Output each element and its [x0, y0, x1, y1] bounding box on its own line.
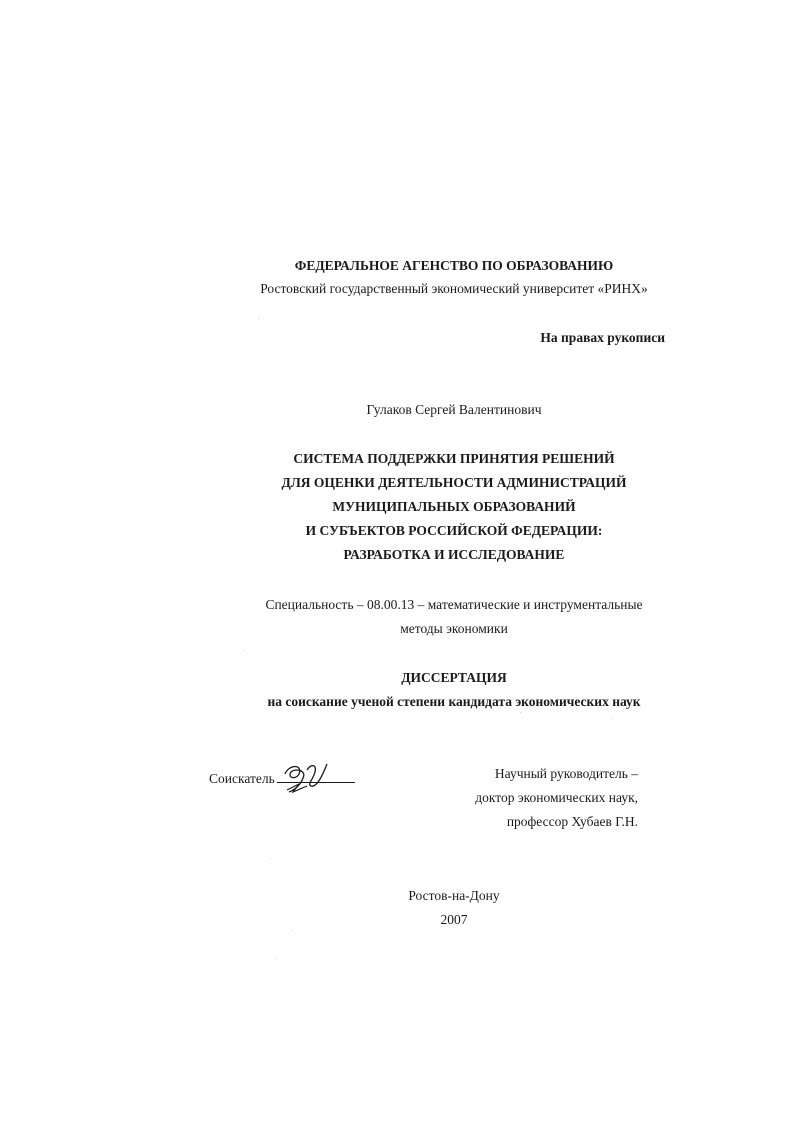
signature-line	[277, 766, 355, 783]
supervisor-line-3: профессор Хубаев Г.Н.	[506, 814, 638, 829]
supervisor-line-2: доктор экономических наук,	[475, 790, 638, 805]
supervisor-line-1: Научный руководитель –	[494, 766, 638, 781]
scan-speck	[520, 712, 521, 713]
handwritten-signature-icon	[277, 760, 355, 796]
dissertation-subtitle: на соискание ученой степени кандидата экономических наук	[267, 694, 641, 709]
manuscript-note: На правах рукописи	[540, 330, 665, 345]
year: 2007	[440, 912, 468, 927]
agency-heading: ФЕДЕРАЛЬНОЕ АГЕНСТВО ПО ОБРАЗОВАНИЮ	[294, 258, 614, 273]
title-line-2: ДЛЯ ОЦЕНКИ ДЕЯТЕЛЬНОСТИ АДМИНИСТРАЦИЙ	[281, 475, 627, 490]
dissertation-heading: ДИССЕРТАЦИЯ	[401, 670, 507, 685]
scan-speck	[258, 318, 259, 319]
specialty-line-1: Специальность – 08.00.13 – математические и инструментальные	[265, 597, 643, 612]
applicant-label: Соискатель	[209, 771, 275, 786]
title-line-3: МУНИЦИПАЛЬНЫХ ОБРАЗОВАНИЙ	[332, 499, 576, 514]
scan-speck	[275, 958, 276, 959]
scan-speck	[612, 718, 613, 719]
city: Ростов-на-Дону	[408, 888, 500, 903]
title-line-5: РАЗРАБОТКА И ИССЛЕДОВАНИЕ	[343, 547, 565, 562]
scan-speck	[270, 858, 271, 859]
specialty-line-2: методы экономики	[400, 621, 508, 636]
author-name: Гулаков Сергей Валентинович	[366, 402, 542, 417]
title-line-4: И СУБЪЕКТОВ РОССИЙСКОЙ ФЕДЕРАЦИИ:	[305, 523, 603, 538]
title-line-1: СИСТЕМА ПОДДЕРЖКИ ПРИНЯТИЯ РЕШЕНИЙ	[293, 451, 615, 466]
applicant-signature-block	[209, 766, 355, 787]
scan-speck	[292, 930, 293, 931]
scan-speck	[243, 650, 244, 651]
university-name: Ростовский государственный экономический университет «РИНХ»	[260, 281, 648, 296]
